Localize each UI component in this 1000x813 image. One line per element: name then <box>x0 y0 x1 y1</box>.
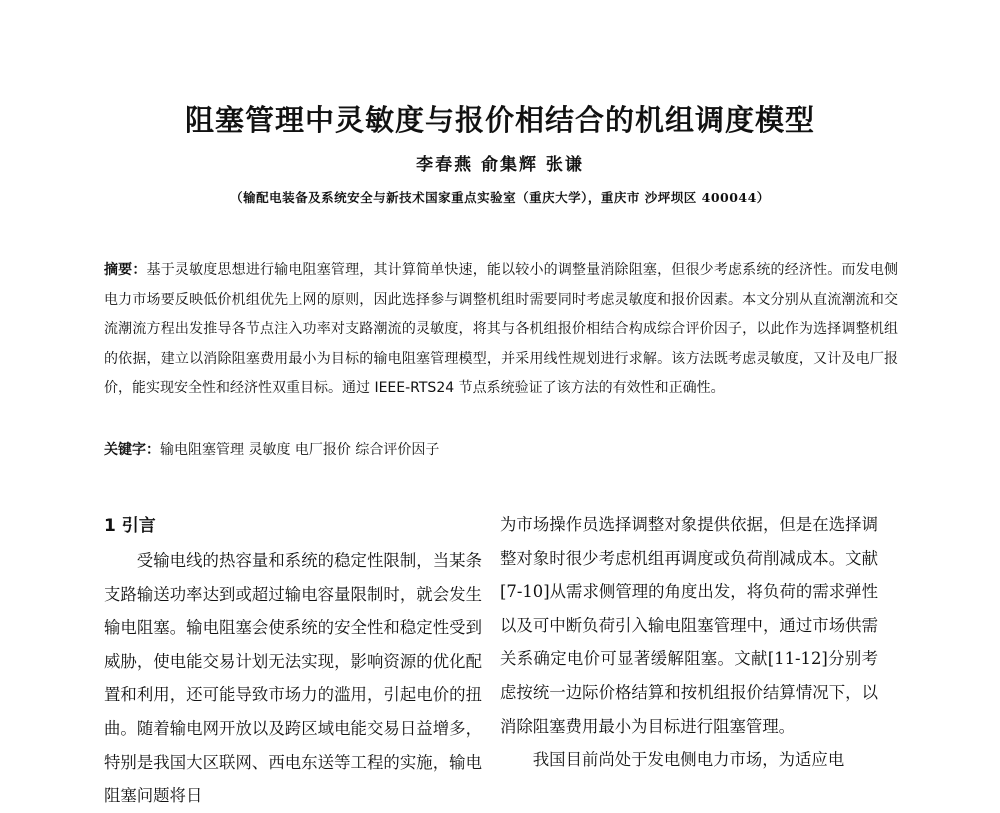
section-heading: 1 引言 <box>104 516 156 536</box>
left-column <box>104 508 482 813</box>
abstract-label: 摘要： <box>104 262 147 278</box>
abstract-text: 基于灵敏度思想进行输电阻塞管理，其计算简单快速，能以较小的调整量消除阻塞，但很少考虑系统的经济性。而发电侧电力市场要反映低价机组优先上网的原则，因此选择参与调整机组时需要同时考虑灵敏度和报价因素。本文分别从直流潮流和交流潮流方程出发推导各节点注入功率对支路潮流的灵敏度，将其与各机组报价相结合构成综合评价因子，以此作为选择调整机组的依据，建立以消除阻塞费用最小为目标的输电阻塞管理模型，并采用线性规划进行求解。该方法既考虑灵敏度，又计及电厂报价，能实现安全性和经济性双重目标。通过 IEEE-RTS24 节点系统验证了该方法的有效性和正确性。 <box>104 262 898 396</box>
right-paragraph-1: 为市场操作员选择调整对象提供依据，但是在选择调整对象时很少考虑机组再调度或负荷削减成本。文献[7-10]从需求侧管理的角度出发，将负荷的需求弹性以及可中断负荷引入输电阻塞管理中，通过市场供需关系确定电价可显著缓解阻塞。文献[11-12]分别考虑按统一边际价格结算和按机组报价结算情况下，以消除阻塞费用最小为目标进行阻塞管理。 <box>500 515 878 736</box>
left-paragraph: 受输电线的热容量和系统的稳定性限制，当某条支路输送功率达到或超过输电容量限制时，就会发生输电阻塞。输电阻塞会使系统的安全性和稳定性受到威胁，使电能交易计划无法实现，影响资源的优化配置和利用，还可能导致市场力的滥用，引起电价的扭曲。随着输电网开放以及跨区域电能交易日益增多，特别是我国大区联网、西电东送等工程的实施，输电阻塞问题将日 <box>104 551 482 806</box>
abstract <box>104 256 898 404</box>
author-list: 李春燕 俞集辉 张谦 <box>416 155 584 175</box>
keywords <box>104 436 898 464</box>
affiliation: （输配电装备及系统安全与新技术国家重点实验室（重庆大学），重庆市 沙坪坝区 400044） <box>230 190 770 205</box>
paper-title: 阻塞管理中灵敏度与报价相结合的机组调度模型 <box>184 103 815 137</box>
right-column <box>500 508 878 777</box>
right-paragraph-2: 我国目前尚处于发电侧电力市场，为适应电 <box>532 750 845 770</box>
keywords-text: 输电阻塞管理 灵敏度 电厂报价 综合评价因子 <box>160 442 440 458</box>
keywords-label: 关键字： <box>104 442 160 458</box>
